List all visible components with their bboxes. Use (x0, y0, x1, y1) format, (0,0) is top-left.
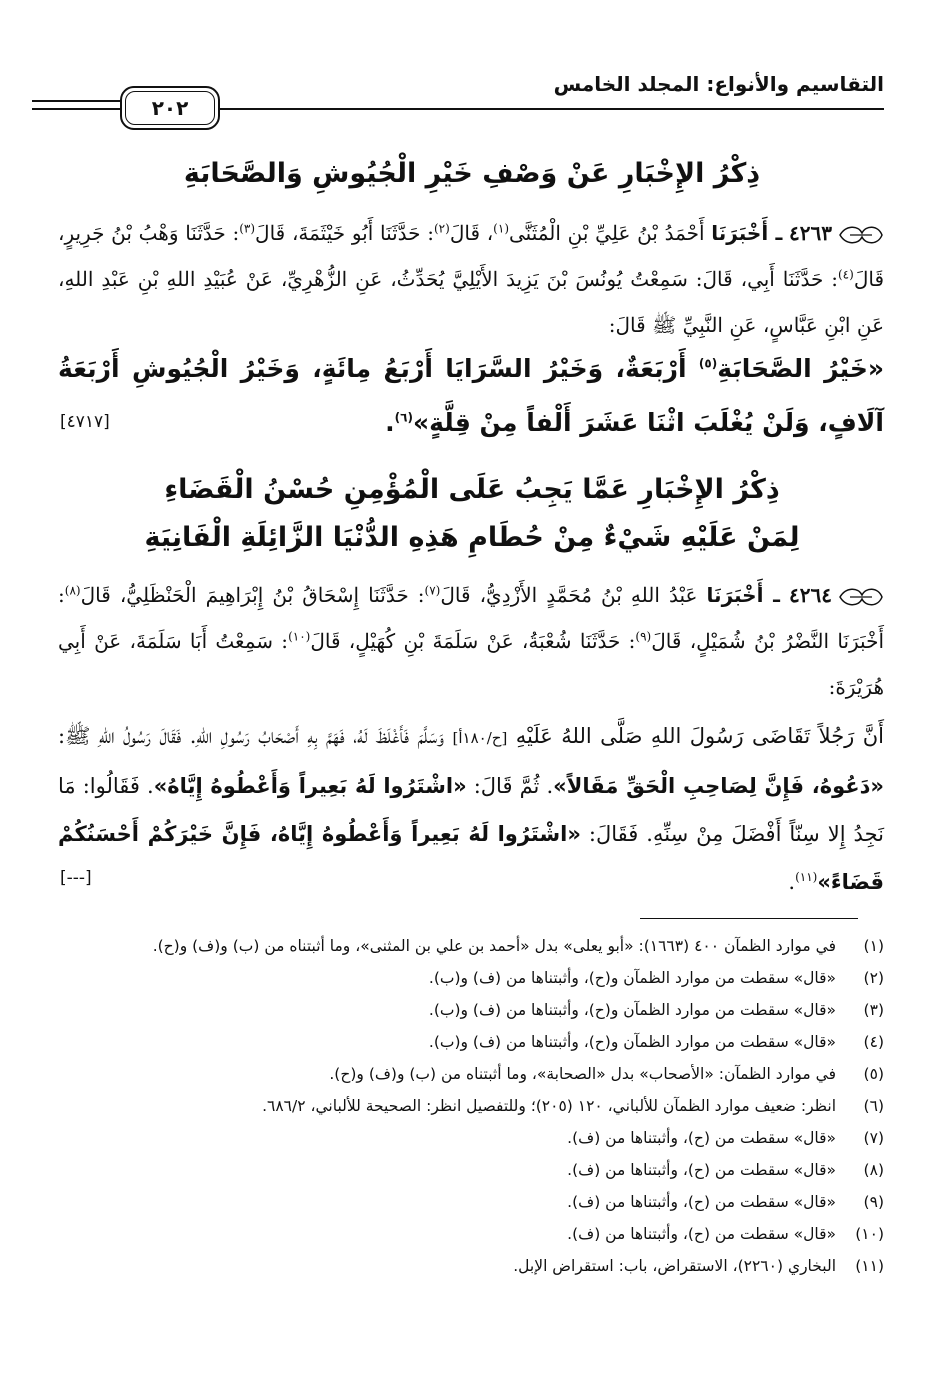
isnad-text: : حَدَّثَنَا وَهْبُ بْنُ جَرِيرٍ، قَالَ (58, 221, 884, 291)
akhbarana-label: ـ أَخْبَرَنَا (706, 583, 780, 607)
footnote-number: (٨) (863, 1161, 884, 1179)
footnote-ref[interactable]: (٢) (433, 221, 450, 236)
footnote-item (58, 1058, 884, 1090)
footnote-text: «قال» سقطت من (ح)، وأثبتناها من (ف). (567, 1193, 836, 1211)
section-2-heading-line-2: لِمَنْ عَلَيْهِ شَيْءٌ مِنْ حُطَامِ هَذِهِ الدُّنْيَا الزَّائِلَةِ الْفَانِيَةِ (144, 522, 800, 553)
footnote-ref[interactable]: (١) (493, 221, 509, 236)
footnote-ref[interactable]: (٤) (837, 267, 854, 282)
footnote-text: «قال» سقطت من موارد الظمآن و(ح)، وأثبتناها من (ف) و(ب). (428, 969, 836, 987)
isnad-text: : حَدَّثَنَا شُعْبَةُ، عَنْ سَلَمَةَ بْنِ كُهَيْلٍ، قَالَ (310, 629, 636, 653)
footnote-text: «قال» سقطت من موارد الظمآن و(ح)، وأثبتناها من (ف) و(ب). (428, 1033, 836, 1051)
section-1-heading: ذِكْرُ الإِخْبَارِ عَنْ وَصْفِ خَيْرِ الْجُيُوشِ وَالصَّحَابَةِ (183, 158, 761, 189)
footnote-text: انظر: ضعيف موارد الظمآن للألباني، ١٢٠ (٢٠٥)؛ وللتفصيل انظر: الصحيحة للألباني، ٦٨٦/٢. (262, 1097, 836, 1115)
footnote-item (58, 1026, 884, 1058)
matn-text: . فَقَالُوا: مَا نَجِدُ إِلا سِنّاً أَفْضَلَ مِنْ سِنِّهِ. فَقَالَ: (58, 774, 884, 846)
footnote-item (58, 962, 884, 994)
running-title: التقاسيم والأنواع: المجلد الخامس (553, 72, 884, 96)
footnote-item (58, 1154, 884, 1186)
isnad-text: أَحْمَدُ بْنُ عَلِيِّ بْنِ الْمُثَنَّى (509, 221, 712, 245)
footnote-number: (١٠) (855, 1225, 884, 1243)
matn-text: أَنَّ رَجُلاً تَقَاضَى رَسُولَ اللهِ صَلَّى اللهُ عَلَيْهِ (507, 724, 885, 748)
footnote-item (58, 1090, 884, 1122)
footnote-number: (٩) (863, 1193, 884, 1211)
matn-text: وَسَلَّمَ فَأَغْلَظَ لَهُ، فَهَمَّ بِهِ أَصْحَابُ رَسُولِ اللهِ. فَقَالَ رَسُولُ اللهِ ﷺ: (58, 724, 453, 748)
footnote-item (58, 1122, 884, 1154)
footnote-number: (٧) (863, 1129, 884, 1147)
matn-end: . (385, 408, 395, 437)
footnote-number: (٣) (863, 1001, 884, 1019)
page-number-box (120, 86, 220, 130)
prophet-quote: «دَعُوهُ، فَإِنَّ لِصَاحِبِ الْحَقِّ مَقَالاً» (553, 774, 884, 798)
matn-end: . (788, 870, 796, 894)
hadith-4264-matn (58, 712, 884, 906)
footnote-item (58, 930, 884, 962)
footnote-ref[interactable]: (٩) (635, 629, 652, 644)
footnote-number: (١١) (855, 1257, 884, 1275)
hadith-4264-isnad (58, 572, 884, 710)
isnad-text: : حَدَّثَنَا إِسْحَاقُ بْنُ إِبْرَاهِيمَ الْحَنْظَلِيُّ، قَالَ (80, 583, 425, 607)
section-2-heading-line-1: ذِكْرُ الإِخْبَارِ عَمَّا يَجِبُ عَلَى الْمُؤْمِنِ حُسْنُ الْقَضَاءِ (164, 474, 780, 505)
footnote-ref[interactable]: (١٠) (288, 629, 311, 644)
hadith-marker-icon (838, 585, 884, 609)
akhbarana-label: ـ أَخْبَرَنَا (711, 221, 783, 245)
footnote-item (58, 1250, 884, 1282)
cross-reference-4717: [٤٧١٧] (60, 412, 110, 432)
matn-text: . ثُمَّ قَالَ: (466, 774, 554, 798)
hadith-number: ٤٢٦٣ (789, 221, 833, 245)
footnote-text: «قال» سقطت من (ح)، وأثبتناها من (ف). (567, 1225, 836, 1243)
hadith-4263-isnad (58, 210, 884, 348)
isnad-text: : حَدَّثَنَا أَبِي، قَالَ: سَمِعْتُ يُونُسَ بْنَ يَزِيدَ الأَيْلِيَّ يُحَدِّثُ، عَنِ الزُّهْرِيِّ، عَنْ عُبَيْدِ اللهِ بْنِ عَبْدِ اللهِ، عَنِ ابْنِ عَبَّاسٍ، عَنِ النَّبِيِّ ﷺ قَالَ: (58, 267, 884, 337)
page-number: ٢٠٢ (151, 96, 189, 120)
hadith-marker-icon (838, 223, 884, 247)
footnotes (58, 930, 884, 1282)
footnote-text: في موارد الظمآن: «الأصحاب» بدل «الصحابة»، وما أثبتناه من (ب) و(ف) و(ح). (329, 1065, 836, 1083)
footnote-text: «قال» سقطت من موارد الظمآن و(ح)، وأثبتناها من (ف) و(ب). (428, 1001, 836, 1019)
isnad-text: عَبْدُ اللهِ بْنُ مُحَمَّدٍ الأَزْدِيُّ، قَالَ (440, 583, 707, 607)
footnote-ref[interactable]: (٣) (239, 221, 256, 236)
footnote-ref[interactable]: (٥) (698, 356, 718, 371)
footnote-ref[interactable]: (٧) (424, 583, 441, 598)
prophet-quote: «اشْتَرُوا لَهُ بَعِيراً وَأَعْطُوهُ إِيَّاهُ» (153, 774, 467, 798)
matn-text: «خَيْرُ الصَّحَابَةِ (717, 354, 884, 383)
footnote-number: (٦) (863, 1097, 884, 1115)
footnote-item (58, 994, 884, 1026)
footnote-text: البخاري (٢٢٦٠)، الاستقراض، باب: استقراض الإبل. (513, 1257, 836, 1275)
footnote-text: في موارد الظمآن ٤٠٠ (١٦٦٣): «أبو يعلى» بدل «أحمد بن علي بن المثنى»، وما أثبتناه من (ب) و(ف) و(ح). (152, 937, 836, 955)
footnote-number: (٥) (863, 1065, 884, 1083)
page-number-rule-left (32, 100, 120, 102)
footnote-separator (640, 918, 858, 919)
footnote-item (58, 1186, 884, 1218)
prophet-quote: «اشْتَرُوا لَهُ بَعِيراً وَأَعْطُوهُ إِيَّاهُ، فَإِنَّ خَيْرَكُمْ أَحْسَنُكُمْ قَضَاءً» (58, 822, 884, 894)
footnote-ref[interactable]: (٦) (394, 410, 413, 425)
footnote-item (58, 1218, 884, 1250)
footnote-number: (٤) (863, 1033, 884, 1051)
footnote-number: (٢) (863, 969, 884, 987)
footnote-ref[interactable]: (١١) (795, 870, 818, 884)
isnad-text: : حَدَّثَنَا أَبُو خَيْثَمَةَ، قَالَ (255, 221, 434, 245)
manuscript-marker: [ح/١٨٠أ] (452, 729, 508, 747)
footnote-text: «قال» سقطت من (ح)، وأثبتناها من (ف). (567, 1129, 836, 1147)
isnad-text: : أَخْبَرَنَا النَّضْرُ بْنُ شُمَيْلٍ، قَالَ (58, 583, 885, 653)
footnote-ref[interactable]: (٨) (64, 583, 81, 598)
isnad-text: : سَمِعْتُ أَبَا سَلَمَةَ، عَنْ أَبِي هُرَيْرَةَ: (58, 629, 884, 699)
isnad-text: ، قَالَ (449, 221, 494, 245)
footnote-text: «قال» سقطت من (ح)، وأثبتناها من (ف). (567, 1161, 836, 1179)
cross-reference-blank: [---] (60, 868, 92, 888)
matn-text: أَرْبَعَةٌ، وَخَيْرُ السَّرَايَا أَرْبَعُ مِائَةٍ، وَخَيْرُ الْجُيُوشِ أَرْبَعَةُ آلَافٍ، وَلَنْ يُغْلَبَ اثْنَا عَشَرَ أَلْفاً مِنْ قِلَّةٍ» (58, 354, 884, 437)
hadith-4263-matn (58, 342, 884, 450)
footnote-number: (١) (863, 937, 884, 955)
hadith-number: ٤٢٦٤ (789, 583, 833, 607)
page-number-rule-left-2 (32, 108, 120, 110)
